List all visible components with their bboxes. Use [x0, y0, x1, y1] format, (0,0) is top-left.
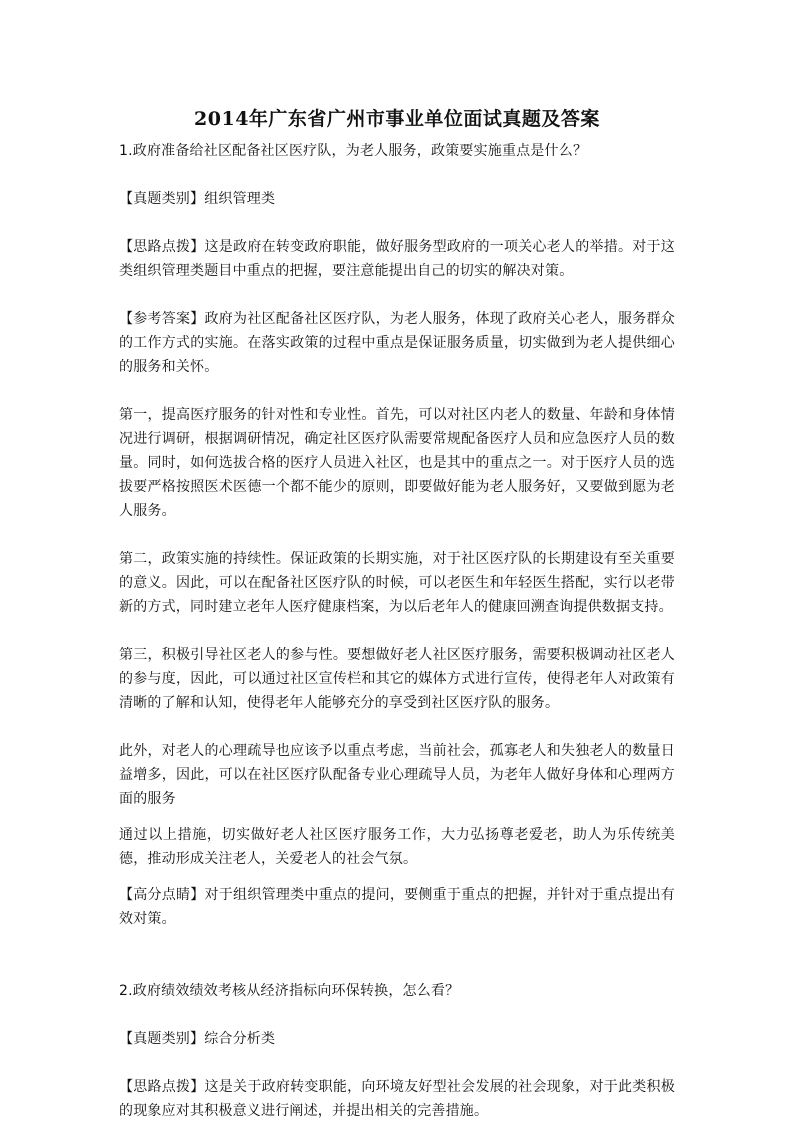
q1-paragraph-5: 通过以上措施，切实做好老人社区医疗服务工作，大力弘扬尊老爱老，助人为乐传统美德，推动形成关注老人，关爱老人的社会气氛。 — [119, 827, 675, 867]
q2-category — [119, 1027, 675, 1051]
q1-hint — [119, 235, 675, 283]
q2-category-tag: 【真题类别】 — [119, 1031, 205, 1047]
q1-paragraph-4: 此外，对老人的心理疏导也应该予以重点考虑，当前社会，孤寡老人和失独老人的数量日益增多，因此，可以在社区医疗队配备专业心理疏导人员，为老年人做好身体和心理两方面的服务 — [119, 743, 675, 807]
q2-category-text: 综合分析类 — [204, 1031, 276, 1047]
q2-hint-text: 这是关于政府转变职能，向环境友好型社会发展的社会现象，对于此类积极的现象应对其积极意义进行阐述，并提出相关的完善措施。 — [119, 1079, 675, 1119]
q1-category — [119, 187, 675, 211]
q2-hint-tag: 【思路点拨】 — [119, 1079, 205, 1095]
q1-paragraph-2: 第二，政策实施的持续性。保证政策的长期实施，对于社区医疗队的长期建设有至关重要的意义。因此，可以在配备社区医疗队的时候，可以老医生和年轻医生搭配，实行以老带新的方式，同时建立老年人医疗健康档案，为以后老年人的健康回溯查询提供数据支持。 — [119, 551, 675, 615]
section-spacer — [119, 955, 675, 979]
q1-answer-tag: 【参考答案】 — [119, 311, 205, 327]
q1-category-text: 组织管理类 — [204, 191, 276, 207]
q2-hint — [119, 1075, 675, 1123]
q1-answer-text: 政府为社区配备社区医疗队，为老人服务，体现了政府关心老人，服务群众的工作方式的实施。在落实政策的过程中重点是保证服务质量，切实做到为老人提供细心的服务和关怀。 — [119, 311, 675, 375]
q1-answer — [119, 307, 675, 379]
q1-highlight-text: 对于组织管理类中重点的提问，要侧重于重点的把握，并针对于重点提出有效对策。 — [119, 887, 675, 927]
question-2: 2.政府绩效绩效考核从经济指标向环保转换，怎么看？ — [119, 983, 460, 999]
q1-hint-tag: 【思路点拨】 — [119, 239, 205, 255]
page-title: 2014年广东省广州市事业单位面试真题及答案 — [194, 108, 600, 130]
q1-highlight-tag: 【高分点睛】 — [119, 887, 205, 903]
q1-paragraph-1: 第一，提高医疗服务的针对性和专业性。首先，可以对社区内老人的数量、年龄和身体情况进行调研，根据调研情况，确定社区医疗队需要常规配备医疗人员和应急医疗人员的数量。同时，如何选拔合格的医疗人员进入社区，也是其中的重点之一。对于医疗人员的选拔要严格按照医术医德一个都不能少的原则，即要做好能为老人服务好，又要做到愿为老人服务。 — [119, 407, 675, 519]
q1-paragraph-3: 第三，积极引导社区老人的参与性。要想做好老人社区医疗服务，需要积极调动社区老人的参与度，因此，可以通过社区宣传栏和其它的媒体方式进行宣传，使得老年人对政策有清晰的了解和认知，使得老年人能够充分的享受到社区医疗队的服务。 — [119, 647, 675, 711]
q1-highlight — [119, 883, 675, 931]
q1-category-tag: 【真题类别】 — [119, 191, 205, 207]
q1-hint-text: 这是政府在转变政府职能，做好服务型政府的一项关心老人的举措。对于这类组织管理类题目中重点的把握，要注意能提出自己的切实的解决对策。 — [119, 239, 675, 279]
document-body — [119, 139, 675, 1147]
question-1: 1.政府准备给社区配备社区医疗队，为老人服务，政策要实施重点是什么？ — [119, 143, 588, 159]
